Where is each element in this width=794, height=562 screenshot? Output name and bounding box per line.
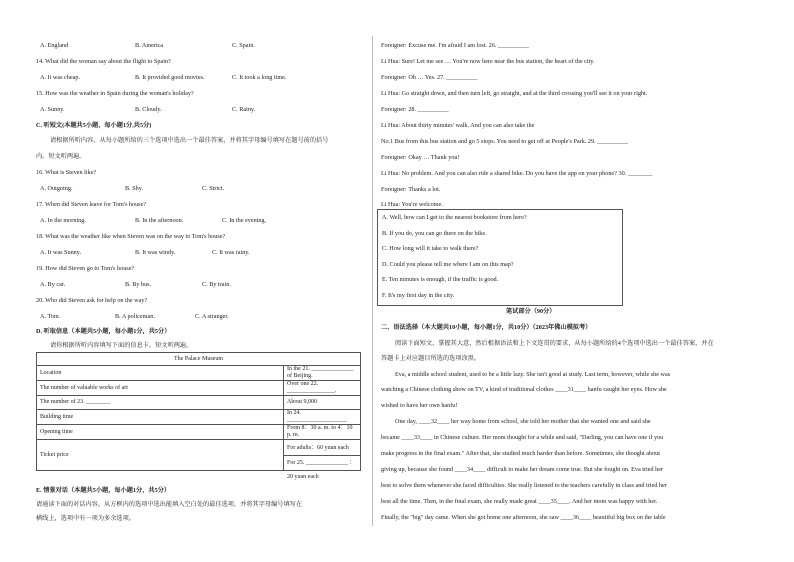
q16-option-b: B. Shy. (125, 185, 143, 192)
option-d: D. Could you please tell me where I am on this map? (382, 261, 514, 268)
q14-options (36, 74, 364, 82)
option-e: E. Ten minutes is enough, if the traffic is good. (382, 276, 499, 283)
q13-option-b: B. America (135, 42, 164, 49)
table-row-ticket (37, 440, 361, 471)
passage-line: became ____33____ in Chinese culture. Her mom thought for a while and said, "Darling, you can have one if you (381, 434, 664, 441)
section-e-instructions-line2: 横线上，选项中有一项为多余选项。 (36, 515, 135, 522)
dialog-line: Foreigner: Oh … Yes. 27. __________ (381, 74, 478, 81)
passage-line: best all the time. Then, in the final exam, she really made great ____35____. And her mom was happy with her. (381, 498, 658, 505)
q13-option-a: A. England (40, 42, 69, 49)
q17-option-b: B. In the afternoon. (135, 217, 184, 224)
q15-options (36, 106, 364, 114)
q15-option-b: B. Cloudy. (135, 106, 162, 113)
table-cell-value: About 9,000 (284, 396, 361, 410)
table-cell-value: From 8：30 a. m. to 4：10 p. m. (284, 425, 361, 440)
q15-option-c: C. Rainy. (232, 106, 256, 113)
table-row (37, 410, 361, 425)
column-divider (372, 36, 373, 526)
passage-line: make progress in the final exam." After that, she studied much harder than before. Sometimes, she thought about (381, 450, 660, 457)
ticket-other: For 25. ______________ ： 20 yuan each (287, 459, 356, 480)
ticket-price-cell (284, 440, 361, 480)
table-row (37, 381, 361, 396)
table-title-row (37, 353, 361, 366)
q18-option-b: B. It was windy. (135, 249, 176, 256)
q15-option-a: A. Sunny. (40, 106, 65, 113)
q17-question: 17. When did Steven leave for Tom's house? (36, 201, 147, 208)
section-e-instructions-line1: 请通读下面的对话内容，从方框内的选项中选出能填入空白处的最佳选项，并将其字母编号填写在 (36, 501, 303, 508)
passage-line: Eva, a middle school student, used to be a little lazy. She isn't good at study. Last term, however, while she was (395, 371, 671, 378)
q18-option-a: A. It was Sunny. (40, 249, 82, 256)
option-b: B. If you do, you can go there on the bike. (382, 230, 487, 237)
passage-line: best to solve them whenever she faced difficulties. She really listened to the teachers carefully in class and tried her (381, 482, 667, 489)
dialog-line: No.1 Bus from this bus station and go 5 stops. You need to get off at People's Park. 29. __________ (381, 138, 629, 145)
option-f: F. It's my first day in the city. (382, 292, 455, 299)
table-row (37, 366, 361, 381)
table-cell-value: Over one 22. ________________. (284, 381, 361, 396)
q17-option-c: C. In the evening. (222, 217, 267, 224)
section-c-instructions-line1: 请根据所听内容，从每小题所给的三个选项中选出一个最佳答案，并将其字母编号填写在题号前的括号 (50, 137, 329, 144)
dialog-line: Li Hua: Sure! Let me see … You're now here near the bus station, the heart of the city. (381, 58, 595, 65)
dialog-line: Li Hua: Go straight down, and then turn left, go straight, and at the third crossing you'll see it on your right. (381, 90, 648, 97)
q20-question: 20. Who did Steven ask for help on the way? (36, 297, 148, 304)
q16-option-c: C. Strict. (202, 185, 225, 192)
dialog-line: Li Hua: About thirty minutes' walk. And you can also take the (381, 122, 535, 129)
q20-option-b: B. A policeman. (115, 313, 155, 320)
q20-option-a: A. Tom. (40, 313, 61, 320)
passage-line: Finally, the "big" day came. When she got home one afternoon, she saw ____36____ beautiful big box on the table (381, 514, 666, 521)
section-2-title: 二、语法选择（本大题共10小题，每小题1分，共10分）（2023年佛山模拟考） (381, 324, 592, 331)
q16-option-a: A. Outgoing. (40, 185, 73, 192)
dialog-line: Foreigner: Excuse me. I'm afraid I am lost. 26. __________ (381, 42, 529, 49)
table-cell-value: In 24. ____________________ (284, 410, 361, 425)
option-a: A. Well, how can I get to the nearest bookstore from here? (382, 214, 527, 221)
q15-question: 15. How was the weather in Spain during the woman's holiday? (36, 90, 194, 97)
table-title: The Palace Museum (37, 353, 361, 366)
q19-option-b: B. By bus. (125, 281, 152, 288)
q19-question: 19. How did Steven go to Tom's house? (36, 265, 135, 272)
writing-section-title: 笔试部分（90分） (506, 308, 556, 315)
q14-question: 14. What did the woman say about the flight to Spain? (36, 58, 171, 65)
q14-option-b: B. It provided good movies. (135, 74, 205, 81)
section-d-instructions: 请你根据所听内容填写下面的信息卡。短文听两遍。 (50, 342, 193, 349)
table-cell-value: In the 21. ______________ of Beijing. (284, 366, 361, 381)
q13-options (36, 42, 364, 50)
table-cell-label: Building time (37, 410, 284, 425)
q19-options (36, 281, 364, 289)
q19-option-c: C. By train. (202, 281, 231, 288)
dialog-line: Foreigner: 28. __________ (381, 106, 449, 113)
option-c: C. How long will it take to walk there? (382, 245, 479, 252)
q13-option-c: C. Spain. (232, 42, 255, 49)
section-c-title: C. 听短文(本题共5小题，每小题1分,共5分) (36, 122, 152, 129)
passage-line: wished to have her own hanfu! (381, 402, 458, 409)
q19-option-a: A. By car. (40, 281, 66, 288)
table-cell-label: The number of 23. ________ (37, 396, 284, 410)
table-cell-label: The number of valuable works of art (37, 381, 284, 396)
q18-question: 18. What was the weather like when Steven was on the way to Tom's house? (36, 233, 226, 240)
q18-option-c: C. It was rainy. (212, 249, 250, 256)
q18-options (36, 249, 364, 257)
section-2-instructions-line2: 答题卡上对应题目所选的选项涂黑。 (381, 355, 480, 362)
table-cell-label: Opening time (37, 425, 284, 440)
dialog-line: Li Hua: You're welcome. (381, 201, 443, 208)
q20-options (36, 313, 364, 321)
options-box (377, 209, 623, 306)
q17-options (36, 217, 364, 225)
q17-option-a: A. In the morning. (40, 217, 86, 224)
q16-question: 16. What is Steven like? (36, 169, 97, 176)
passage-line: giving up, because she found ____34____ difficult to make her dream come true. But she fought on. Eva tried her (381, 466, 664, 473)
dialog-line: Li Hua: No problem. And you can also ride a shared bike. Do you have the app on your phone? 30. ________ (381, 170, 653, 177)
info-card-table (36, 352, 361, 480)
section-d-title: D. 听取信息（本题共5小题，每小题1分，共5分） (36, 328, 171, 335)
table-cell-label: Ticket price (37, 440, 284, 471)
dialog-line: Foreigner: Okay … Thank you! (381, 154, 460, 161)
table-row (37, 396, 361, 410)
q16-options (36, 185, 364, 193)
section-c-instructions-line2: 内。短文听两遍。 (36, 153, 86, 160)
passage-line: One day, ____32____ her way home from school, she told her mother that she wanted one and said she (395, 418, 651, 425)
table-row (37, 425, 361, 440)
q14-option-c: C. It took a long time. (232, 74, 287, 81)
table-cell-label: Location (37, 366, 284, 381)
dialog-line: Foreigner: Thanks a lot. (381, 186, 441, 193)
section-2-instructions-line1: 阅读下面短文，掌握其大意，然后根据语法和上下文连贯的要求，从每小题所给的4个选项中选出一个最佳答案，并在 (395, 340, 714, 347)
q14-option-a: A. It was cheap. (40, 74, 81, 81)
section-e-title: E. 情景对话（本题共5小题，每小题1分，共5分） (36, 487, 171, 494)
ticket-adults: For adults：60 yuan each (284, 441, 360, 456)
passage-line: watching a Chinese clothing show on TV, a kind of traditional clothes ____31____ hanfu caught her eyes. How she (381, 386, 667, 393)
q20-option-c: C. A stranger. (195, 313, 229, 320)
